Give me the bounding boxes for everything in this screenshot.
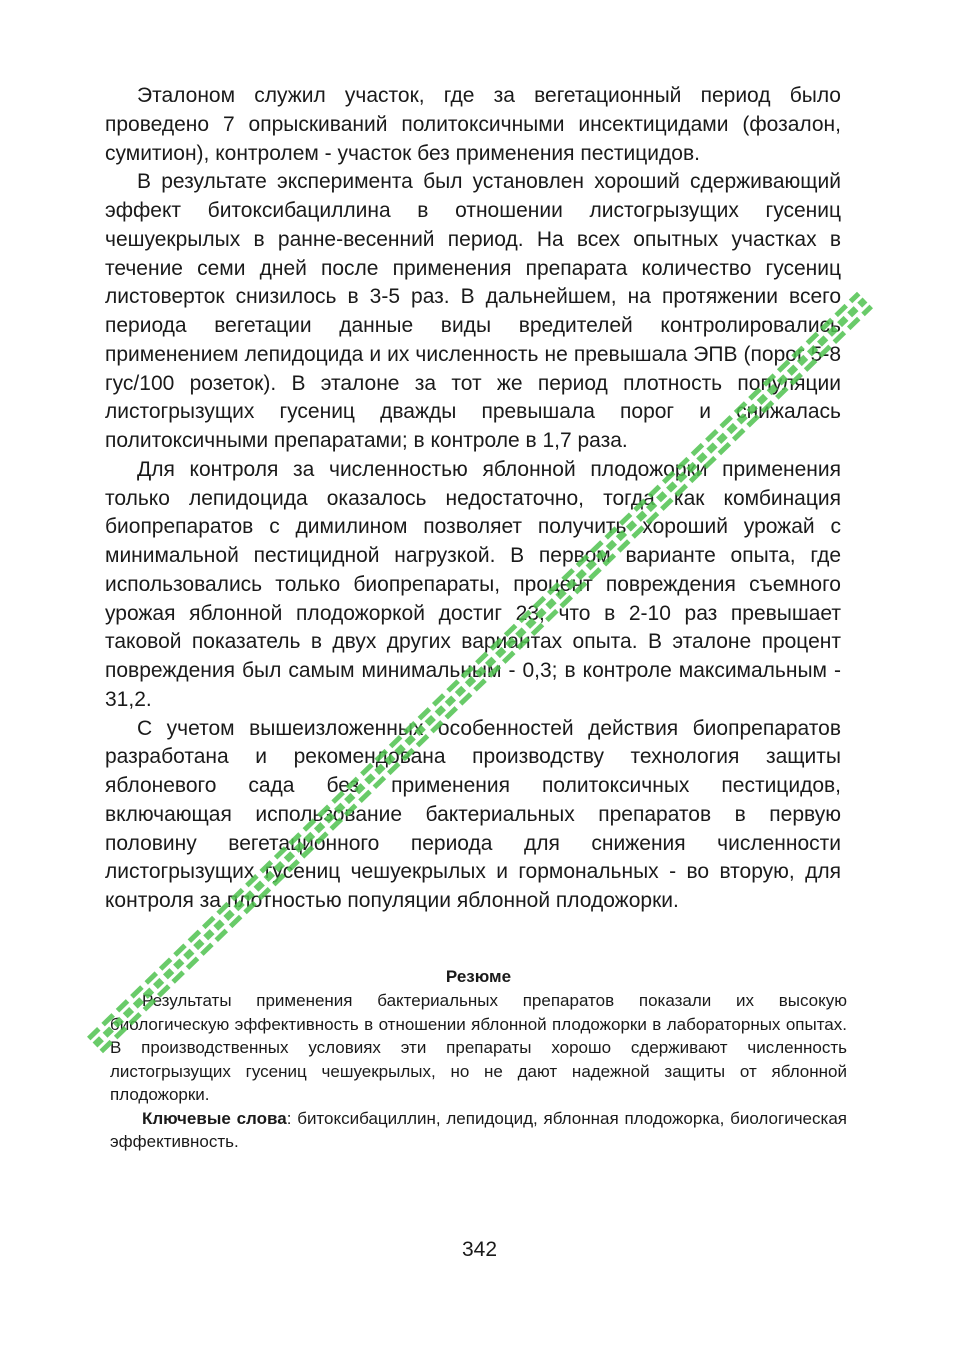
main-text <box>105 82 841 916</box>
keywords-text: : битоксибациллин, лепидоцид, яблонная плодожорка, биологическая эффективность. <box>110 1108 847 1151</box>
paragraph-4: С учетом вышеизложенных особенностей действия биопрепаратов разработана и рекомендована производству технология защиты яблоневого сада без применения политоксичных пестицидов, включающая использование бактериальных препаратов в первую половину вегетационного периода для снижения численности листогрызущих гусениц чешуекрылых и гормональных - во вторую, для контроля за плотностью популяции яблонной плодожорки. <box>105 716 841 912</box>
paragraph-2: В результате эксперимента был установлен хороший сдерживающий эффект битоксибациллина в отношении листогрызущих гусениц чешуекрылых в ранне-весенний период. На всех опытных участках в течение семи дней после применения препарата количество гусениц листоверток снизилось в 3-5 раз. В дальнейшем, на протяжении всего периода вегетации данные виды вредителей контролировались применением лепидоцида и их численность не превышала ЭПВ (порог 5-8 гус/100 розеток). В эталоне за тот же период плотность популяции листогрызущих гусениц дважды превышала порог и снижалась политоксичными препаратами; в контроле в 1,7 раза. <box>105 170 841 452</box>
resume-title: Резюме <box>445 967 512 986</box>
resume-text: Результаты применения бактериальных препаратов показали их высокую биологическую эффективность в отношении яблонной плодожорки в лабораторных опытах. В производственных условиях эти препараты хорошо сдерживают численность листогрызущих гусениц чешуекрылых, но не дают надежной защиты от яблонной плодожорки. <box>110 991 847 1104</box>
page-number: 342 <box>461 1238 498 1261</box>
keywords-line <box>110 1107 847 1154</box>
paragraph-3: Для контроля за численностью яблонной плодожорки применения только лепидоцида оказалось недостаточно, тогда как комбинация биопрепаратов с димилином позволяет получить хороший урожай с минимальной пестицидной нагрузкой. В первом варианте опыта, где использовались только биопрепараты, процент повреждения съемного урожая яблонной плодожоркой достиг 23, что в 2-10 раз превышает таковой показатель в двух других вариантах опыта. В эталоне процент повреждения был самым минимальным - 0,3; в контроле максимальным - 31,2. <box>105 457 841 711</box>
keywords-label: Ключевые слова <box>142 1108 287 1128</box>
paragraph-1: Эталоном служил участок, где за вегетационный период было проведено 7 опрыскиваний политоксичными инсектицидами (фозалон, сумитион), контролем - участок без применения пестицидов. <box>105 84 841 165</box>
resume-section <box>110 965 847 1154</box>
